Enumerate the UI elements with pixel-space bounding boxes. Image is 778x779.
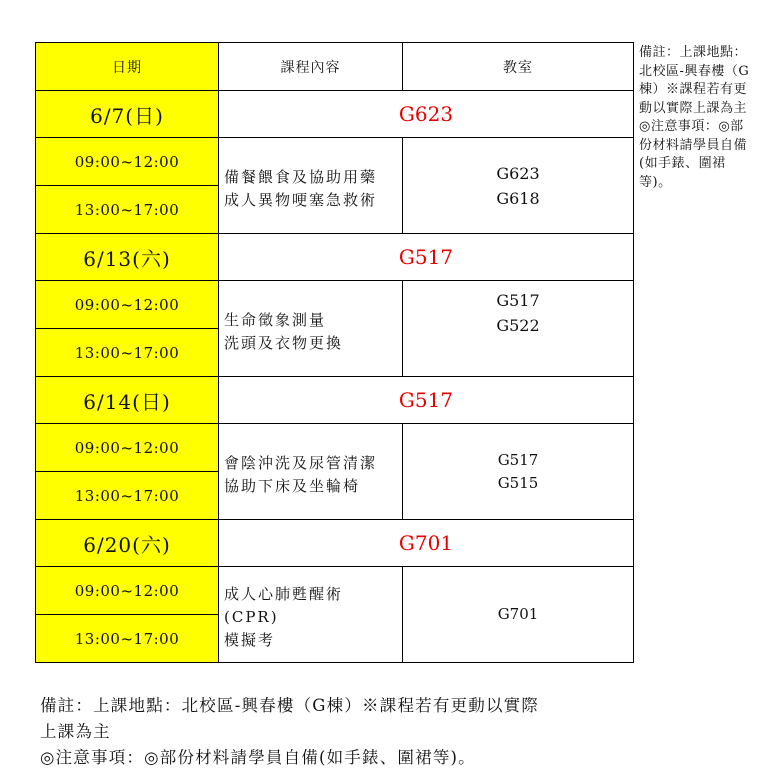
time-slot: 09:00~12:00 [36, 281, 219, 329]
course-line: 會陰沖洗及尿管清潔 [224, 453, 378, 472]
date-cell: 6/13(六) [36, 234, 219, 281]
time-slot: 09:00~12:00 [36, 138, 219, 186]
slot-row [36, 567, 634, 615]
date-cell: 6/7(日) [36, 91, 219, 138]
course-line: 備餐餵食及協助用藥 [224, 167, 378, 186]
date-row [36, 377, 634, 424]
time-slot: 13:00~17:00 [36, 329, 219, 377]
day-room: G517 [219, 377, 634, 424]
room-list [403, 281, 634, 377]
date-row [36, 91, 634, 138]
bottom-note-line: 備註：上課地點：北校區-興春樓（G棟）※課程若有更動以實際 [40, 696, 540, 715]
date-cell: 6/20(六) [36, 520, 219, 567]
slot-row [36, 281, 634, 329]
room-line: G517 [497, 450, 539, 469]
slot-row [36, 138, 634, 186]
date-row [36, 520, 634, 567]
room-line: G515 [497, 473, 539, 492]
room-list [403, 567, 634, 663]
course-line: 模擬考 [224, 631, 276, 649]
side-note [639, 44, 770, 192]
side-note-line: 份材料請學員自備 [639, 137, 748, 153]
side-note-line: 動以實際上課為主 [639, 100, 748, 116]
time-slot: 13:00~17:00 [36, 472, 219, 520]
time-slot: 09:00~12:00 [36, 567, 219, 615]
course-content [219, 567, 403, 663]
room-line: G517 [496, 291, 540, 310]
course-line: 洗頭及衣物更換 [224, 333, 344, 352]
side-note-line: (如手錶、圍裙 [639, 156, 726, 171]
bottom-note [40, 693, 650, 771]
bottom-note-line: ◎注意事項：◎部份材料請學員自備(如手錶、圍裙等)。 [40, 748, 476, 767]
time-slot: 13:00~17:00 [36, 186, 219, 234]
time-slot: 09:00~12:00 [36, 424, 219, 472]
side-note-line: 備註：上課地點： [639, 45, 748, 60]
schedule-table [35, 42, 634, 663]
date-row [36, 234, 634, 281]
time-slot: 13:00~17:00 [36, 615, 219, 663]
course-line: 成人異物哽塞急救術 [224, 190, 378, 209]
room-list [403, 424, 634, 520]
room-line: G522 [496, 316, 540, 335]
room-line: G623 [496, 163, 540, 183]
header-content: 課程內容 [219, 43, 403, 91]
side-note-line: 等)。 [639, 174, 672, 190]
room-list [403, 138, 634, 234]
day-room: G517 [219, 234, 634, 281]
side-note-line: 北校區-興春樓（G [639, 63, 750, 79]
course-content [219, 138, 403, 234]
course-line: 成人心肺甦醒術(CPR) [224, 585, 344, 626]
room-line: G618 [496, 188, 540, 208]
slot-row [36, 424, 634, 472]
header-room: 教室 [403, 43, 634, 91]
course-content [219, 424, 403, 520]
course-line: 生命徵象測量 [224, 310, 327, 329]
bottom-note-line: 上課為主 [40, 722, 111, 741]
side-note-line: ◎注意事項：◎部 [639, 119, 744, 134]
room-line: G701 [497, 605, 539, 623]
header-row [36, 43, 634, 91]
course-line: 協助下床及坐輪椅 [224, 476, 361, 495]
date-cell: 6/14(日) [36, 377, 219, 424]
day-room: G701 [219, 520, 634, 567]
header-date: 日期 [36, 43, 219, 91]
day-room: G623 [219, 91, 634, 138]
side-note-line: 棟）※課程若有更 [639, 82, 748, 97]
course-content [219, 281, 403, 377]
